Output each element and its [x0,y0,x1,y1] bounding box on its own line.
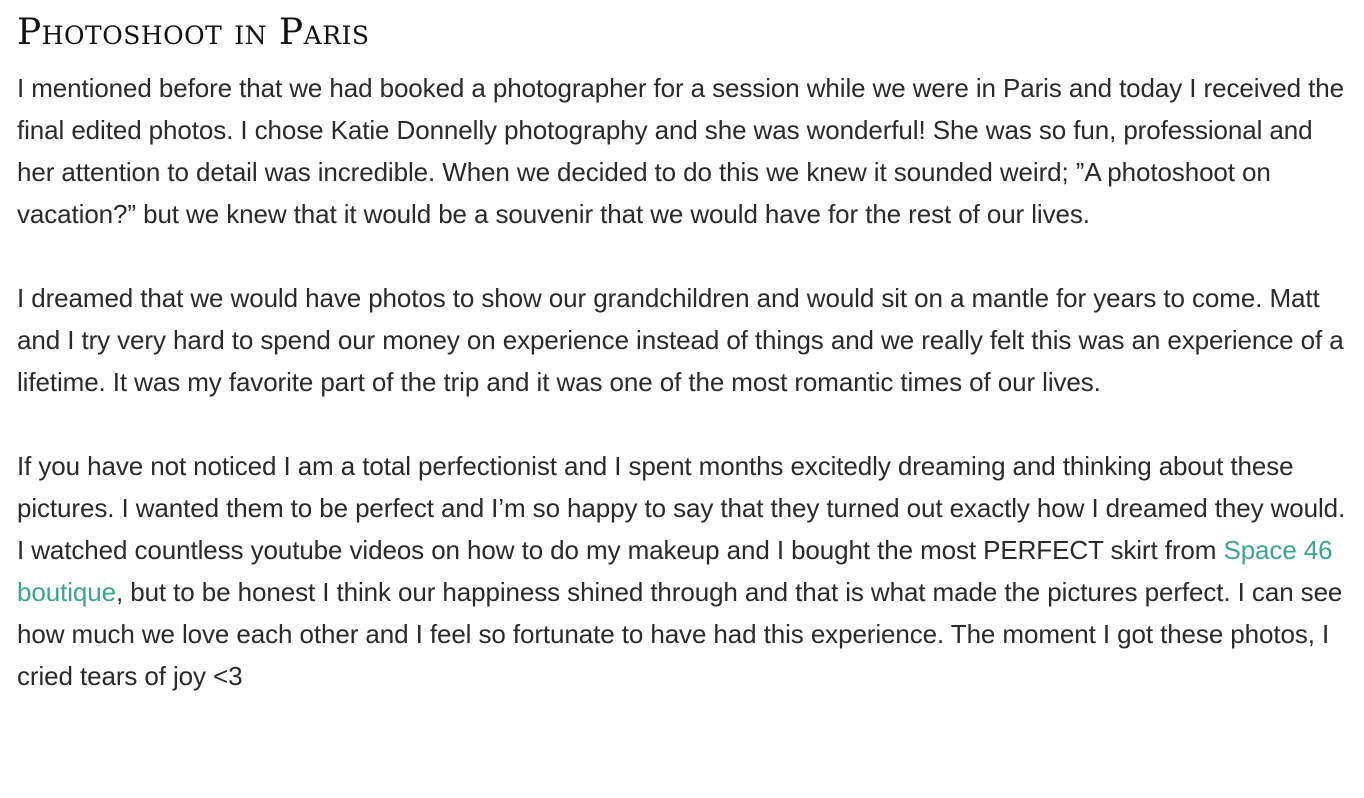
post-paragraph-1: I mentioned before that we had booked a photographer for a session while we were in Paris and today I received the final edited photos. I chose Katie Donnelly photography and she was wonderful! She was so fun, professional and her attention to detail was incredible. When we decided to do this we knew it sounded weird; ”A photoshoot on vacation?” but we knew that it would be a souvenir that we would have for the rest of our lives. [17,73,1344,229]
post-paragraph-3 [17,445,1352,697]
post-title: Photoshoot in Paris [17,12,370,53]
post-paragraph-2: I dreamed that we would have photos to show our grandchildren and would sit on a mantle for years to come. Matt and I try very hard to spend our money on experience instead of things and we really felt this was an experience of a lifetime. It was my favorite part of the trip and it was one of the most romantic times of our lives. [17,283,1344,397]
space-46-boutique-link[interactable]: Space 46 boutique [17,535,1333,607]
post-body [17,67,1352,697]
paragraph-text-before-link: If you have not noticed I am a total perfectionist and I spent months excitedly dreaming and thinking about these pictures. I wanted them to be perfect and I’m so happy to say that they turned out exactly how I dreamed they would. I watched countless youtube videos on how to do my makeup and I bought the most PERFECT skirt from [17,451,1346,565]
blog-post [17,0,1352,739]
paragraph-text-after-link: , but to be honest I think our happiness shined through and that is what made the pictures perfect. I can see how much we love each other and I feel so fortunate to have had this experience. The moment I got these photos, I cried tears of joy <3 [17,577,1343,691]
